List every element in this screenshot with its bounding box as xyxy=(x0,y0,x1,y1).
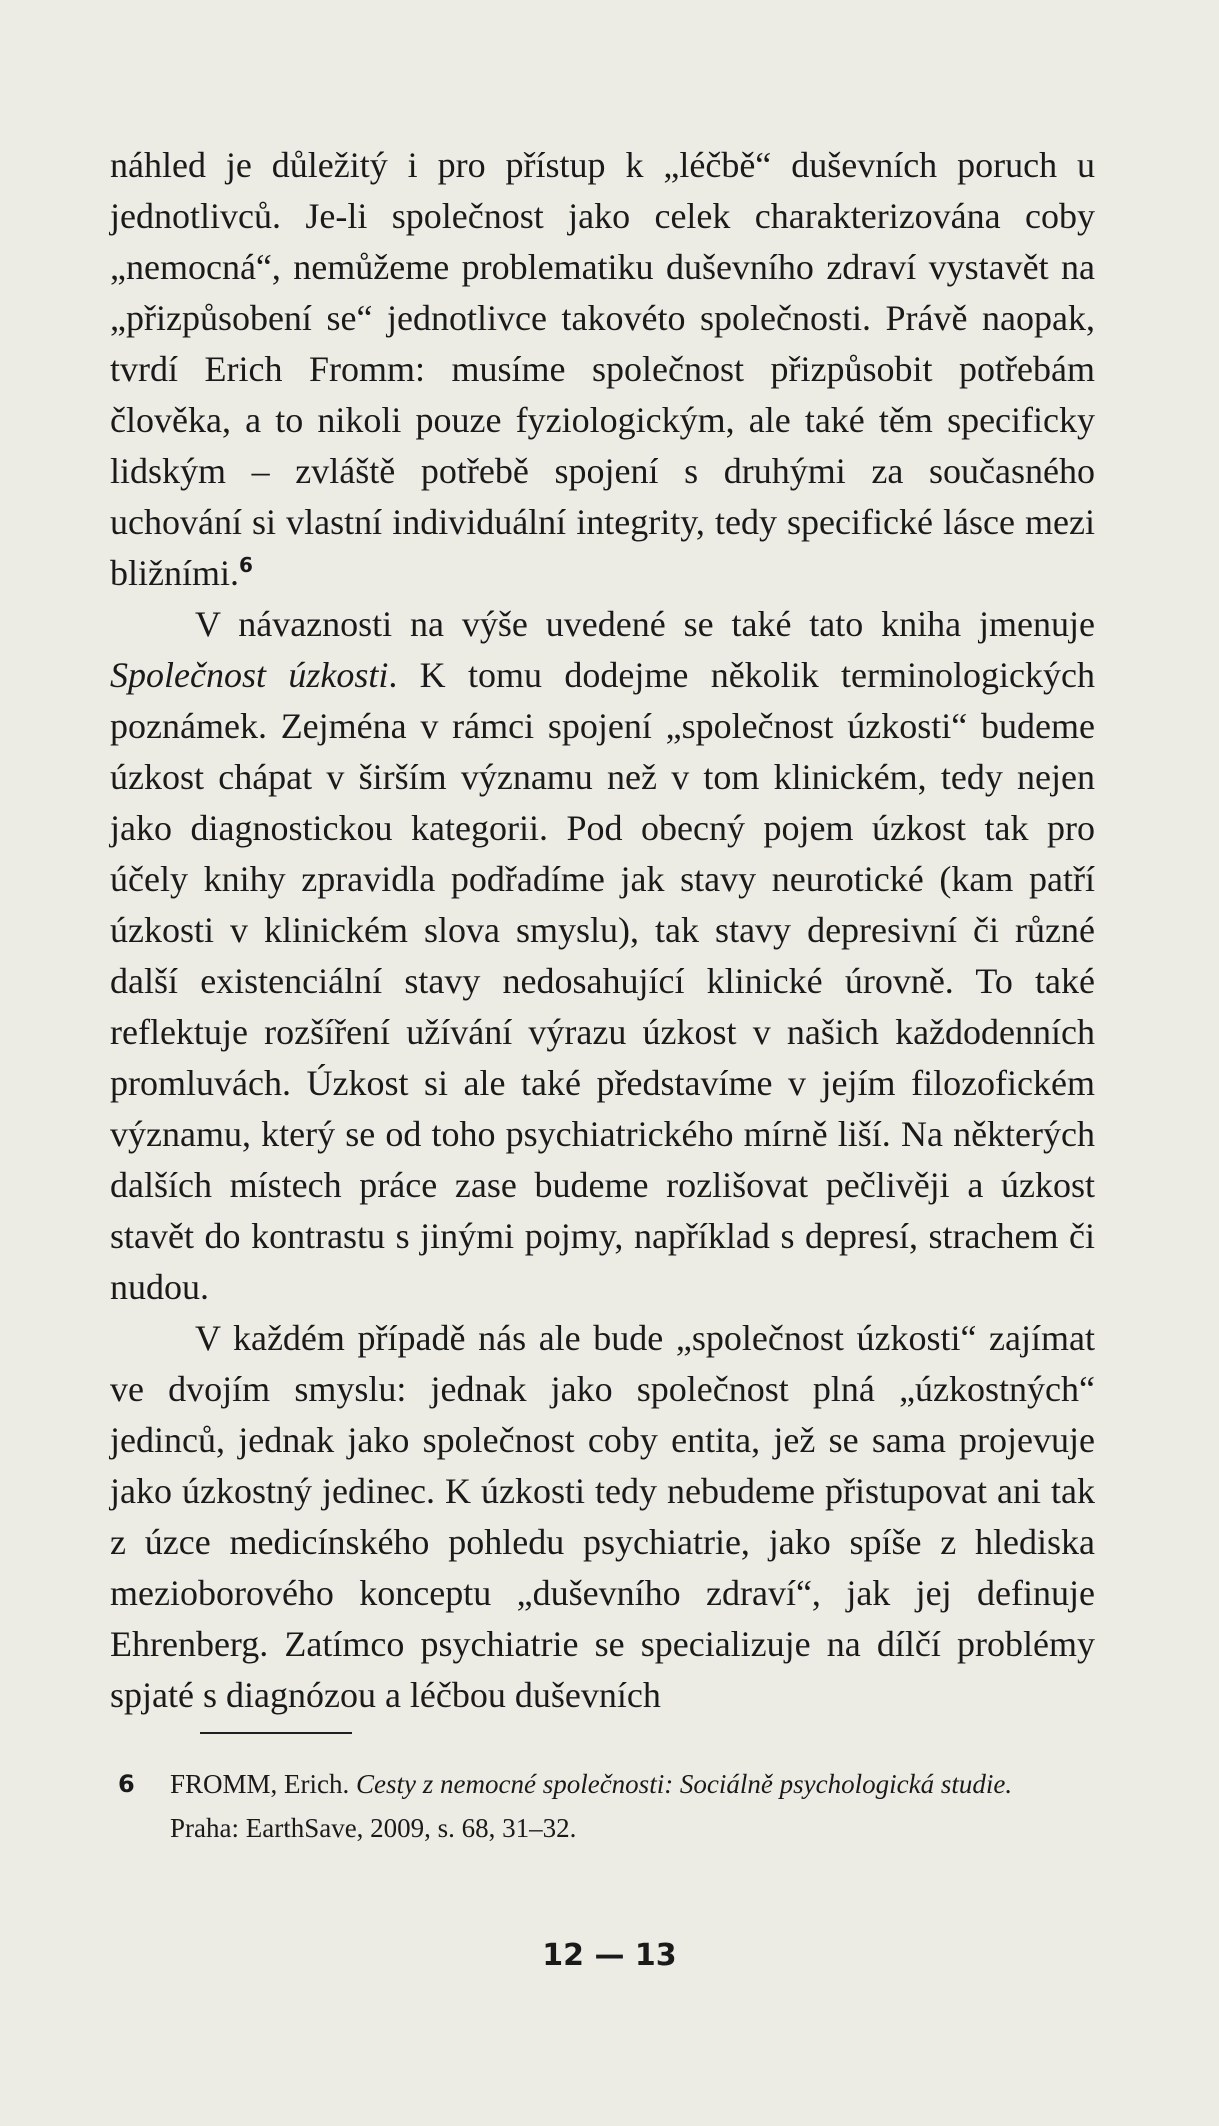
paragraph-1 xyxy=(110,140,1095,599)
paragraph-3 xyxy=(110,1313,1095,1721)
page-numbers: 12 — 13 xyxy=(542,1938,677,1973)
footnote-body xyxy=(170,1762,1098,1850)
footnote-publication: Praha: EarthSave, 2009, s. 68, 31–32. xyxy=(170,1813,577,1843)
paragraph-3-text: V každém případě nás ale bude „společnost úzkosti“ zajímat ve dvojím smyslu: jednak jako společnost plná „úzkostných“ jedinců, jednak jako společnost coby entita, jež se sama projevuje jako úzkostný jedinec. K úzkosti tedy nebudeme přistupovat ani tak z úzce medicínského pohledu psychiatrie, jako spíše z hlediska mezioborového konceptu „duševního zdraví“, jak jej definuje Ehrenberg. Zatímco psychiatrie se specializuje na dílčí problémy spjaté s diagnózou a léčbou duševních xyxy=(110,1318,1095,1715)
paragraph-1-text: náhled je důležitý i pro přístup k „léčbě“ duševních poruch u jednotlivců. Je-li společnost jako celek charakterizována coby „nemocná“, nemůžeme problematiku duševního zdraví vystavět na „přizpůsobení se“ jednotlivce takovéto společnosti. Právě naopak, tvrdí Erich Fromm: musíme společnost přizpůsobit potřebám člověka, a to nikoli pouze fyziologickým, ale také těm specificky lidským – zvláště potřebě spojení s druhými za současného uchování si vlastní individuální integrity, tedy specifické lásce mezi bližními. xyxy=(110,145,1095,593)
paragraph-2-text: . K tomu dodejme několik terminologických poznámek. Zejména v rámci spojení „společnost úzkosti“ budeme úzkost chápat v širším významu než v tom klinickém, tedy nejen jako diagnostickou kategorii. Pod obecný pojem úzkost tak pro účely knihy zpravidla podřadíme jak stavy neurotické (kam patří úzkosti v klinickém slova smyslu), tak stavy depresivní či různé další existenciální stavy nedosahující klinické úrovně. To také reflektuje rozšíření užívání výrazu úzkost v našich každodenních promluvách. Úzkost si ale také představíme v jejím filozofickém významu, který se od toho psychiatrického mírně liší. Na některých dalších místech práce zase budeme rozlišovat pečlivěji a úzkost stavět do kontrastu s jinými pojmy, například s depresí, strachem či nudou. xyxy=(110,655,1095,1307)
footnote xyxy=(118,1762,1098,1850)
book-title-italic: Společnost úzkosti xyxy=(110,655,389,695)
footnote-reference: 6 xyxy=(239,553,253,577)
main-text xyxy=(110,140,1095,1721)
paragraph-2-intro: V návaznosti na výše uvedené se také tato kniha jmenuje xyxy=(195,604,1095,644)
footnote-number: 6 xyxy=(118,1770,135,1798)
footnote-author: FROMM, Erich. xyxy=(170,1769,350,1799)
footnote-title: Cesty z nemocné společnosti: Sociálně psychologická studie. xyxy=(356,1769,1013,1799)
paragraph-2 xyxy=(110,599,1095,1313)
footnote-divider xyxy=(200,1732,352,1734)
